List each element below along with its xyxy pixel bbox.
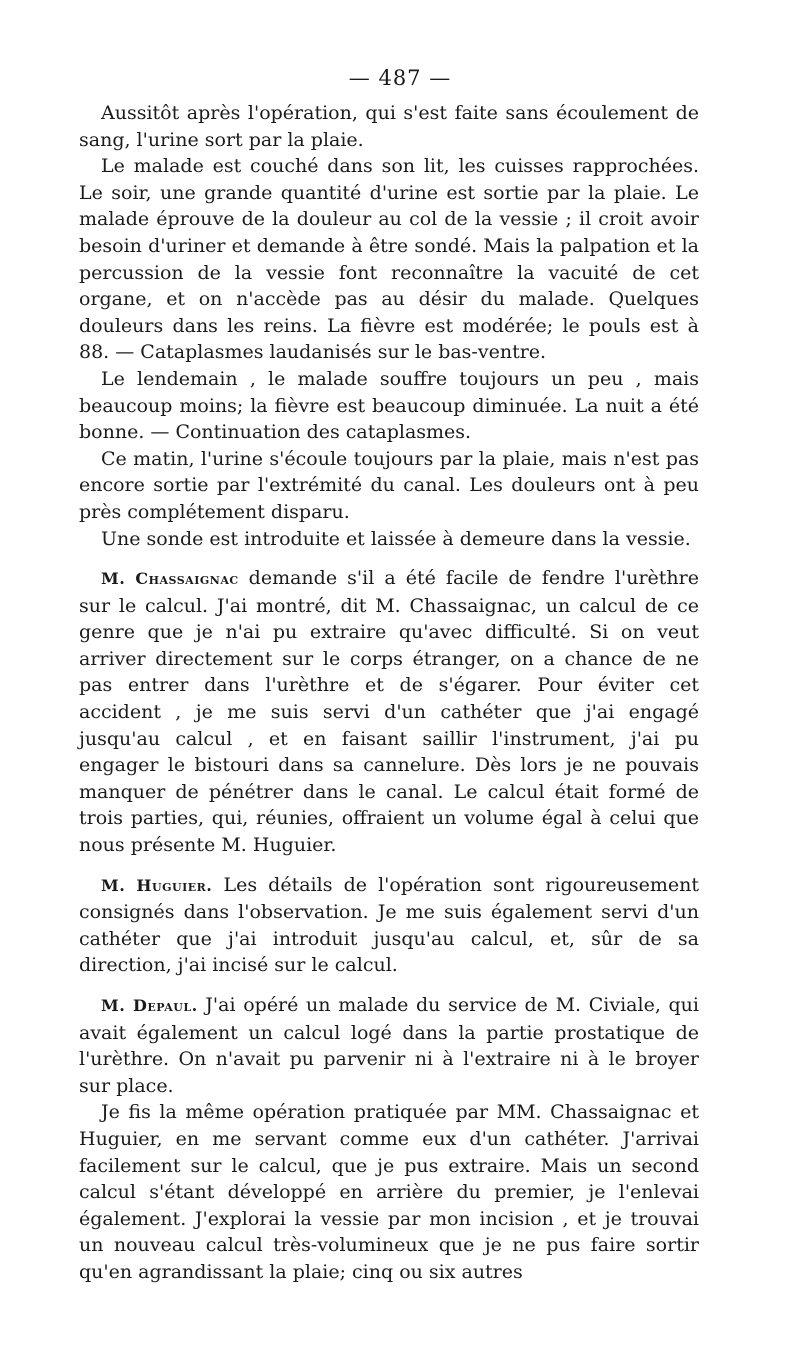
paragraph-huguier [79,872,699,979]
paragraph-chassaignac [79,565,699,859]
paragraph-depaul [79,992,699,1099]
text-body [79,100,699,1286]
paragraph-text: Une sonde est introduite et laissée à demeure dans la vessie. [101,527,691,550]
paragraph-text: Les détails de l'opération sont rigoureusement consignés dans l'observation. Je me suis également servi d'un cathéter que j'ai introduit jusqu'au calcul, et, sûr de sa direction, j'ai incisé sur le calcul. [79,873,699,977]
speaker-name: M. Depaul. [101,996,198,1015]
paragraph-9 [79,1099,699,1285]
paragraph-text: J'ai opéré un malade du service de M. Civiale, qui avait également un calcul logé dans la partie prostatique de l'urèthre. On n'avait pu parvenir ni à l'extraire ni à le broyer sur place. [79,994,699,1097]
paragraph-1 [79,100,699,153]
page-number: — 487 — [348,66,452,90]
speaker-name: M. Huguier. [101,875,213,895]
paragraph-text: Je fis la même opération pratiquée par MM. Chassaignac et Huguier, en me servant comme eux d'un cathéter. J'arrivai facilement sur le calcul, que je pus extraire. Mais un second calcul s'étant développé en arrière du premier, je l'enlevai également. J'explorai la vessie par mon incision , et je trouvai un nouveau calcul très-volumineux que je ne pus faire sortir qu'en agrandissant la plaie; cinq ou six autres [79,1101,699,1283]
paragraph-text: demande s'il a été facile de fendre l'urèthre sur le calcul. J'ai montré, dit M. Chassaignac, un calcul de ce genre que je n'ai pu extraire qu'avec difficulté. Si on veut arriver directement sur le corps étranger, on a chance de ne pas entrer dans l'urèthre et de s'égarer. Pour éviter cet accident , je me suis servi d'un cathéter que j'ai engagé jusqu'au calcul , et en faisant saillir l'instrument, j'ai pu engager le bistouri dans sa cannelure. Dès lors je ne pouvais manquer de pénétrer dans le canal. Le calcul était formé de trois parties, qui, réunies, offraient un volume égal à celui que nous présente M. Huguier. [79,567,699,857]
paragraph-3 [79,366,699,446]
paragraph-text: Le malade est couché dans son lit, les cuisses rapprochées. Le soir, une grande quantité d'urine est sortie par la plaie. Le malade éprouve de la douleur au col de la vessie ; il croit avoir besoin d'uriner et demande à être sondé. Mais la palpation et la percussion de la vessie font reconnaître la vacuité de cet organe, et on n'accède pas au désir du malade. Quelques douleurs dans les reins. La fièvre est modérée; le pouls est à 88. — Cataplasmes laudanisés sur le bas-ventre. [79,155,699,364]
paragraph-5 [79,526,699,553]
paragraph-text: Aussitôt après l'opération, qui s'est faite sans écoulement de sang, l'urine sort par la plaie. [79,102,699,151]
speaker-name: M. Chassaignac [101,569,239,589]
paragraph-2 [79,153,699,366]
paragraph-4 [79,446,699,526]
paragraph-text: Ce matin, l'urine s'écoule toujours par la plaie, mais n'est pas encore sortie par l'extrémité du canal. Les douleurs ont à peu près complétement disparu. [79,447,699,523]
paragraph-text: Le lendemain , le malade souffre toujours un peu , mais beaucoup moins; la fièvre est beaucoup diminuée. La nuit a été bonne. — Continuation des cataplasmes. [79,367,699,444]
